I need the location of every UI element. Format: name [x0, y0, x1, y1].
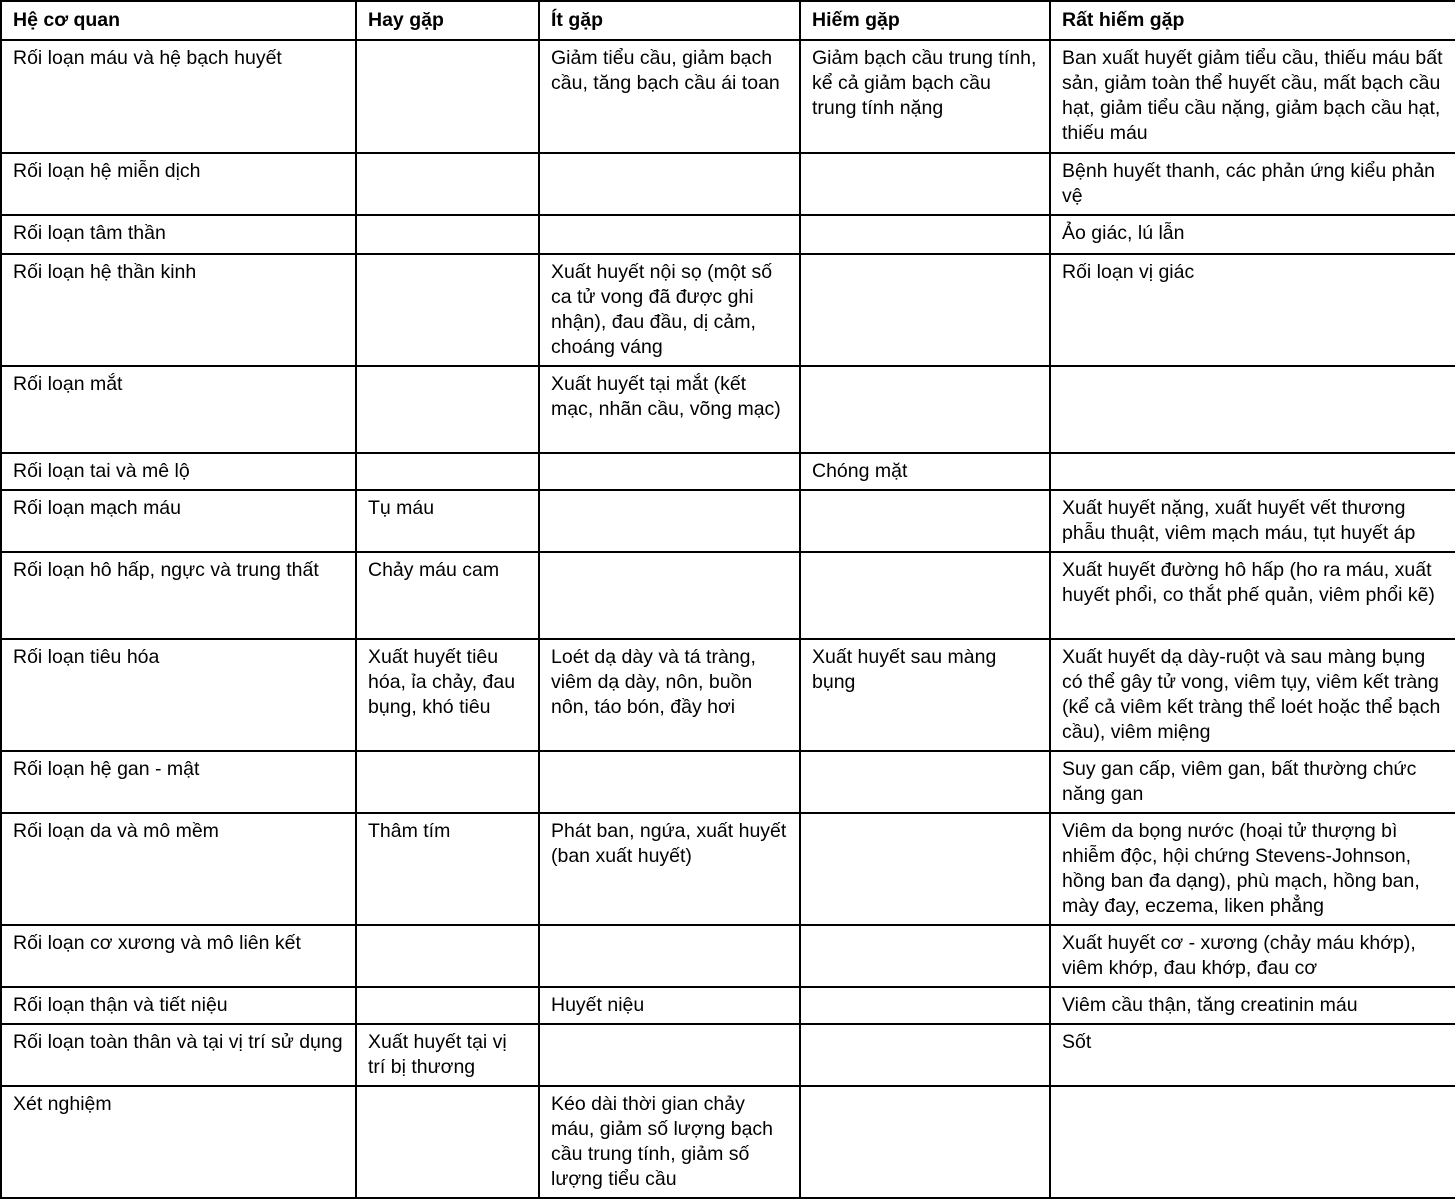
organ-system-cell: Rối loạn mạch máu [1, 490, 356, 552]
table-row [1, 453, 1455, 490]
very-rare-cell: Bệnh huyết thanh, các phản ứng kiểu phản vệ [1050, 153, 1455, 215]
rare-cell [800, 751, 1050, 813]
uncommon-cell [539, 552, 800, 639]
table-row [1, 153, 1455, 215]
organ-system-cell: Rối loạn cơ xương và mô liên kết [1, 925, 356, 987]
rare-cell [800, 987, 1050, 1024]
very-rare-cell: Xuất huyết dạ dày-ruột và sau màng bụng có thể gây tử vong, viêm tụy, viêm kết tràng (kể cả viêm kết tràng thể loét hoặc thể bạch cầu), viêm miệng [1050, 639, 1455, 751]
header-rare: Hiếm gặp [800, 1, 1050, 40]
common-cell: Xuất huyết tiêu hóa, ỉa chảy, đau bụng, khó tiêu [356, 639, 539, 751]
uncommon-cell: Xuất huyết tại mắt (kết mạc, nhãn cầu, võng mạc) [539, 366, 800, 453]
very-rare-cell: Viêm da bọng nước (hoại tử thượng bì nhiễm độc, hội chứng Stevens-Johnson, hồng ban đa dạng), phù mạch, hồng ban, mày đay, eczema, liken phẳng [1050, 813, 1455, 925]
organ-system-cell: Rối loạn toàn thân và tại vị trí sử dụng [1, 1024, 356, 1086]
organ-system-cell: Rối loạn máu và hệ bạch huyết [1, 40, 356, 153]
very-rare-cell: Viêm cầu thận, tăng creatinin máu [1050, 987, 1455, 1024]
common-cell [356, 453, 539, 490]
rare-cell [800, 254, 1050, 366]
uncommon-cell: Xuất huyết nội sọ (một số ca tử vong đã được ghi nhận), đau đầu, dị cảm, choáng váng [539, 254, 800, 366]
very-rare-cell [1050, 366, 1455, 453]
organ-system-cell: Rối loạn hệ miễn dịch [1, 153, 356, 215]
organ-system-cell: Rối loạn hệ thần kinh [1, 254, 356, 366]
table-row [1, 40, 1455, 153]
table-row [1, 987, 1455, 1024]
very-rare-cell [1050, 1086, 1455, 1198]
uncommon-cell [539, 453, 800, 490]
table-row [1, 1024, 1455, 1086]
uncommon-cell: Giảm tiểu cầu, giảm bạch cầu, tăng bạch cầu ái toan [539, 40, 800, 153]
very-rare-cell: Ban xuất huyết giảm tiểu cầu, thiếu máu bất sản, giảm toàn thể huyết cầu, mất bạch cầu hạt, giảm tiểu cầu nặng, giảm bạch cầu hạt, thiếu máu [1050, 40, 1455, 153]
organ-system-cell: Rối loạn thận và tiết niệu [1, 987, 356, 1024]
very-rare-cell: Xuất huyết đường hô hấp (ho ra máu, xuất huyết phổi, co thắt phế quản, viêm phổi kẽ) [1050, 552, 1455, 639]
header-organ-system: Hệ cơ quan [1, 1, 356, 40]
organ-system-cell: Rối loạn tai và mê lộ [1, 453, 356, 490]
common-cell [356, 751, 539, 813]
uncommon-cell [539, 925, 800, 987]
uncommon-cell [539, 751, 800, 813]
table-row [1, 813, 1455, 925]
header-common: Hay gặp [356, 1, 539, 40]
common-cell [356, 1086, 539, 1198]
organ-system-cell: Rối loạn mắt [1, 366, 356, 453]
common-cell: Xuất huyết tại vị trí bị thương [356, 1024, 539, 1086]
very-rare-cell: Xuất huyết cơ - xương (chảy máu khớp), viêm khớp, đau khớp, đau cơ [1050, 925, 1455, 987]
common-cell [356, 215, 539, 254]
organ-system-cell: Rối loạn hô hấp, ngực và trung thất [1, 552, 356, 639]
table-row [1, 552, 1455, 639]
very-rare-cell: Sốt [1050, 1024, 1455, 1086]
organ-system-cell: Rối loạn tiêu hóa [1, 639, 356, 751]
table-row [1, 639, 1455, 751]
uncommon-cell [539, 215, 800, 254]
table-row [1, 1086, 1455, 1198]
header-uncommon: Ít gặp [539, 1, 800, 40]
common-cell: Tụ máu [356, 490, 539, 552]
organ-system-cell: Rối loạn tâm thần [1, 215, 356, 254]
common-cell [356, 366, 539, 453]
common-cell [356, 925, 539, 987]
common-cell: Chảy máu cam [356, 552, 539, 639]
rare-cell: Xuất huyết sau màng bụng [800, 639, 1050, 751]
table-row [1, 751, 1455, 813]
uncommon-cell: Loét dạ dày và tá tràng, viêm dạ dày, nôn, buồn nôn, táo bón, đầy hơi [539, 639, 800, 751]
table-row [1, 925, 1455, 987]
very-rare-cell: Suy gan cấp, viêm gan, bất thường chức năng gan [1050, 751, 1455, 813]
rare-cell [800, 490, 1050, 552]
table-row [1, 366, 1455, 453]
common-cell [356, 153, 539, 215]
organ-system-cell: Rối loạn hệ gan - mật [1, 751, 356, 813]
table-row [1, 490, 1455, 552]
rare-cell [800, 552, 1050, 639]
table-header-row [1, 1, 1455, 40]
rare-cell [800, 925, 1050, 987]
rare-cell: Chóng mặt [800, 453, 1050, 490]
common-cell [356, 40, 539, 153]
rare-cell [800, 215, 1050, 254]
rare-cell [800, 1086, 1050, 1198]
very-rare-cell [1050, 453, 1455, 490]
uncommon-cell [539, 490, 800, 552]
common-cell: Thâm tím [356, 813, 539, 925]
uncommon-cell: Huyết niệu [539, 987, 800, 1024]
very-rare-cell: Xuất huyết nặng, xuất huyết vết thương phẫu thuật, viêm mạch máu, tụt huyết áp [1050, 490, 1455, 552]
table-row [1, 215, 1455, 254]
uncommon-cell [539, 1024, 800, 1086]
very-rare-cell: Ảo giác, lú lẫn [1050, 215, 1455, 254]
table-row [1, 254, 1455, 366]
very-rare-cell: Rối loạn vị giác [1050, 254, 1455, 366]
rare-cell [800, 1024, 1050, 1086]
rare-cell [800, 366, 1050, 453]
uncommon-cell [539, 153, 800, 215]
organ-system-cell: Xét nghiệm [1, 1086, 356, 1198]
rare-cell: Giảm bạch cầu trung tính, kể cả giảm bạch cầu trung tính nặng [800, 40, 1050, 153]
common-cell [356, 987, 539, 1024]
header-very-rare: Rất hiếm gặp [1050, 1, 1455, 40]
uncommon-cell: Phát ban, ngứa, xuất huyết (ban xuất huyết) [539, 813, 800, 925]
rare-cell [800, 153, 1050, 215]
uncommon-cell: Kéo dài thời gian chảy máu, giảm số lượng bạch cầu trung tính, giảm số lượng tiểu cầu [539, 1086, 800, 1198]
organ-system-cell: Rối loạn da và mô mềm [1, 813, 356, 925]
common-cell [356, 254, 539, 366]
rare-cell [800, 813, 1050, 925]
